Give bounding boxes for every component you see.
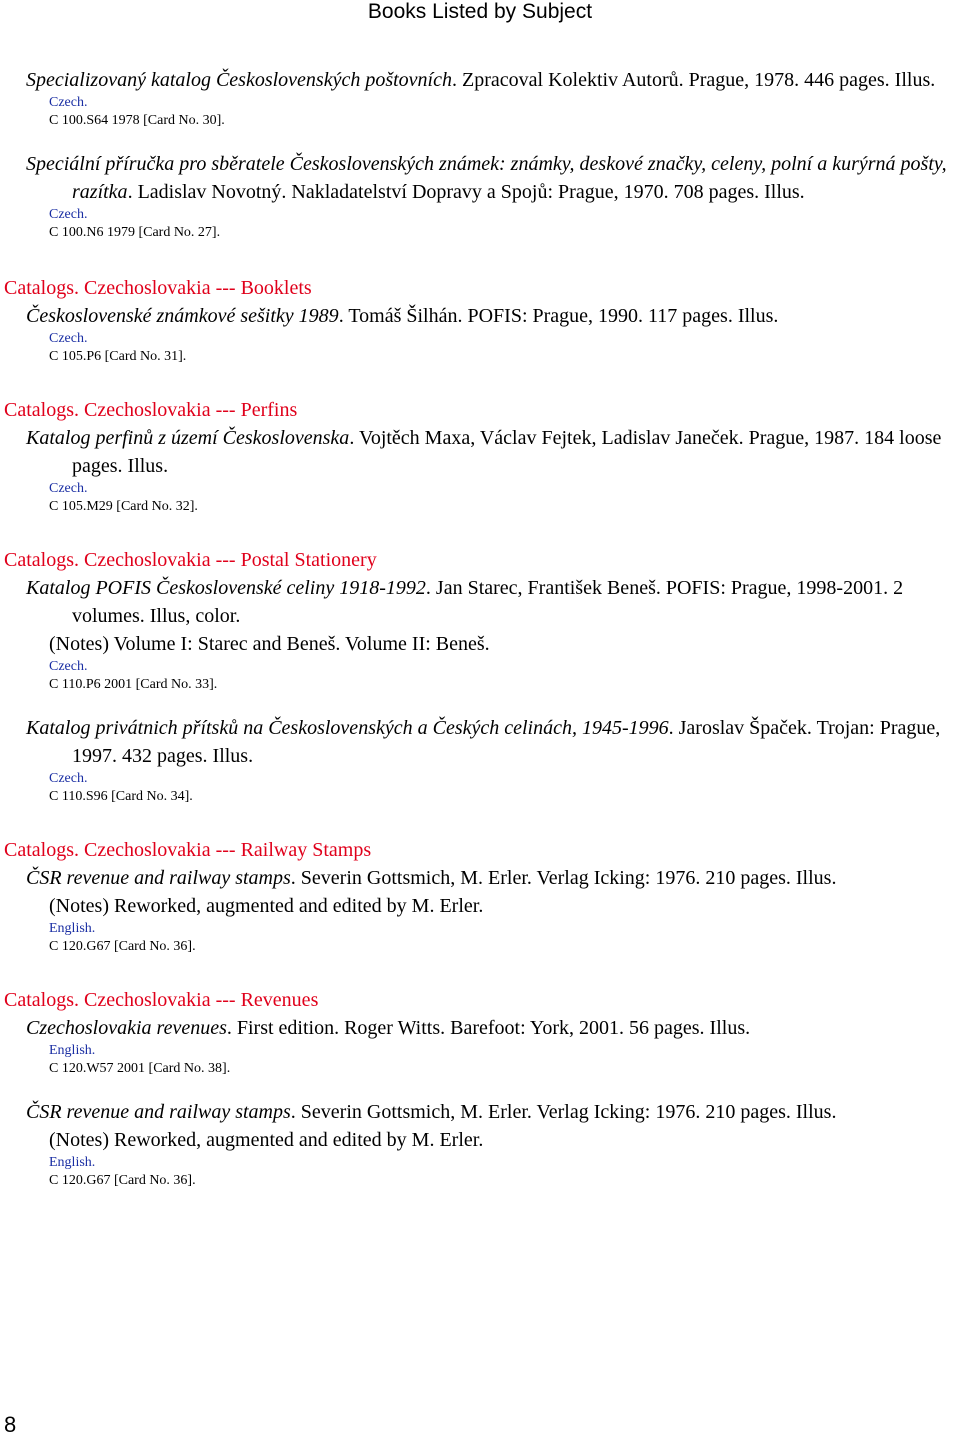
call-number: C 110.S96 [Card No. 34]. xyxy=(49,789,193,804)
book-details: . First edition. Roger Witts. Barefoot: York, 2001. 56 pages. Illus. xyxy=(226,1017,751,1039)
book-title: Speciální příručka pro sběratele Československých známek: známky, deskové značky, celeny, polní a kurýrná pošty, razítka xyxy=(26,153,947,203)
call-number: C 110.P6 2001 [Card No. 33]. xyxy=(49,677,218,692)
book-entry xyxy=(0,302,960,366)
page-header: Books Listed by Subject xyxy=(367,0,593,23)
book-details: . Vojtěch Maxa, Václav Fejtek, Ladislav Janeček. Prague, 1987. 184 loose pages. Illus. xyxy=(72,427,942,477)
book-entry xyxy=(0,574,960,694)
book-entry xyxy=(0,150,960,242)
book-title: Československé známkové sešitky 1989 xyxy=(26,305,339,327)
call-number: C 120.G67 [Card No. 36]. xyxy=(49,939,196,954)
call-number: C 120.G67 [Card No. 36]. xyxy=(49,1173,196,1188)
book-title: Katalog POFIS Československé celiny 1918-1992 xyxy=(26,577,426,599)
book-entry xyxy=(0,424,960,516)
subject-section xyxy=(0,836,960,956)
book-notes: (Notes) Reworked, augmented and edited by M. Erler. xyxy=(49,895,484,917)
book-language: Czech. xyxy=(49,659,88,674)
book-title: ČSR revenue and railway stamps xyxy=(26,867,291,889)
subject-heading: Catalogs. Czechoslovakia --- Postal Stationery xyxy=(4,549,377,571)
book-citation xyxy=(0,150,960,206)
book-details: . Severin Gottsmich, M. Erler. Verlag Icking: 1976. 210 pages. Illus. xyxy=(290,867,837,889)
book-details: . Tomáš Šilhán. POFIS: Prague, 1990. 117 pages. Illus. xyxy=(338,305,779,327)
book-title: Katalog perfinů z území Československa xyxy=(26,427,350,449)
book-citation xyxy=(0,66,960,94)
book-language: Czech. xyxy=(49,771,88,786)
call-number: C 105.P6 [Card No. 31]. xyxy=(49,349,187,364)
book-entry xyxy=(0,864,960,956)
book-notes: (Notes) Reworked, augmented and edited by M. Erler. xyxy=(49,1129,484,1151)
book-title: Specializovaný katalog Československých poštovních xyxy=(26,69,452,91)
subject-heading: Catalogs. Czechoslovakia --- Railway Stamps xyxy=(4,839,372,861)
book-citation xyxy=(0,714,960,770)
book-citation xyxy=(0,1014,960,1042)
book-details: . Ladislav Novotný. Nakladatelství Dopravy a Spojů: Prague, 1970. 708 pages. Illus. xyxy=(127,181,805,203)
call-number: C 105.M29 [Card No. 32]. xyxy=(49,499,198,514)
book-citation xyxy=(0,424,960,480)
subject-heading: Catalogs. Czechoslovakia --- Revenues xyxy=(4,989,319,1011)
subject-heading: Catalogs. Czechoslovakia --- Booklets xyxy=(4,277,312,299)
book-entry xyxy=(0,66,960,130)
subject-section xyxy=(0,546,960,806)
book-language: Czech. xyxy=(49,481,88,496)
book-language: English. xyxy=(49,1155,96,1170)
call-number: C 120.W57 2001 [Card No. 38]. xyxy=(49,1061,231,1076)
book-entry xyxy=(0,1098,960,1190)
subject-section xyxy=(0,396,960,516)
book-citation xyxy=(0,864,960,892)
book-details: . Severin Gottsmich, M. Erler. Verlag Icking: 1976. 210 pages. Illus. xyxy=(290,1101,837,1123)
book-notes: (Notes) Volume I: Starec and Beneš. Volume II: Beneš. xyxy=(49,633,490,655)
book-language: English. xyxy=(49,1043,96,1058)
book-details: . Jan Starec, František Beneš. POFIS: Prague, 1998-2001. 2 volumes. Illus, color. xyxy=(72,577,904,627)
subject-heading: Catalogs. Czechoslovakia --- Perfins xyxy=(4,399,298,421)
book-details: . Jaroslav Špaček. Trojan: Prague, 1997. 432 pages. Illus. xyxy=(72,717,941,767)
book-entry xyxy=(0,1014,960,1078)
book-title: Czechoslovakia revenues xyxy=(26,1017,227,1039)
book-entry xyxy=(0,714,960,806)
book-language: Czech. xyxy=(49,331,88,346)
book-language: English. xyxy=(49,921,96,936)
subject-section xyxy=(0,274,960,366)
book-title: Katalog privátnich přítsků na Československých a Českých celinách, 1945-1996 xyxy=(26,717,669,739)
page-number: 8 xyxy=(4,1412,17,1437)
book-language: Czech. xyxy=(49,207,88,222)
book-citation xyxy=(0,574,960,630)
call-number: C 100.S64 1978 [Card No. 30]. xyxy=(49,113,225,128)
subject-section xyxy=(0,986,960,1190)
book-title: ČSR revenue and railway stamps xyxy=(26,1101,291,1123)
call-number: C 100.N6 1979 [Card No. 27]. xyxy=(49,225,221,240)
book-details: . Zpracoval Kolektiv Autorů. Prague, 1978. 446 pages. Illus. xyxy=(452,69,936,91)
listing xyxy=(0,66,960,1190)
book-language: Czech. xyxy=(49,95,88,110)
book-citation xyxy=(0,302,960,330)
book-citation xyxy=(0,1098,960,1126)
